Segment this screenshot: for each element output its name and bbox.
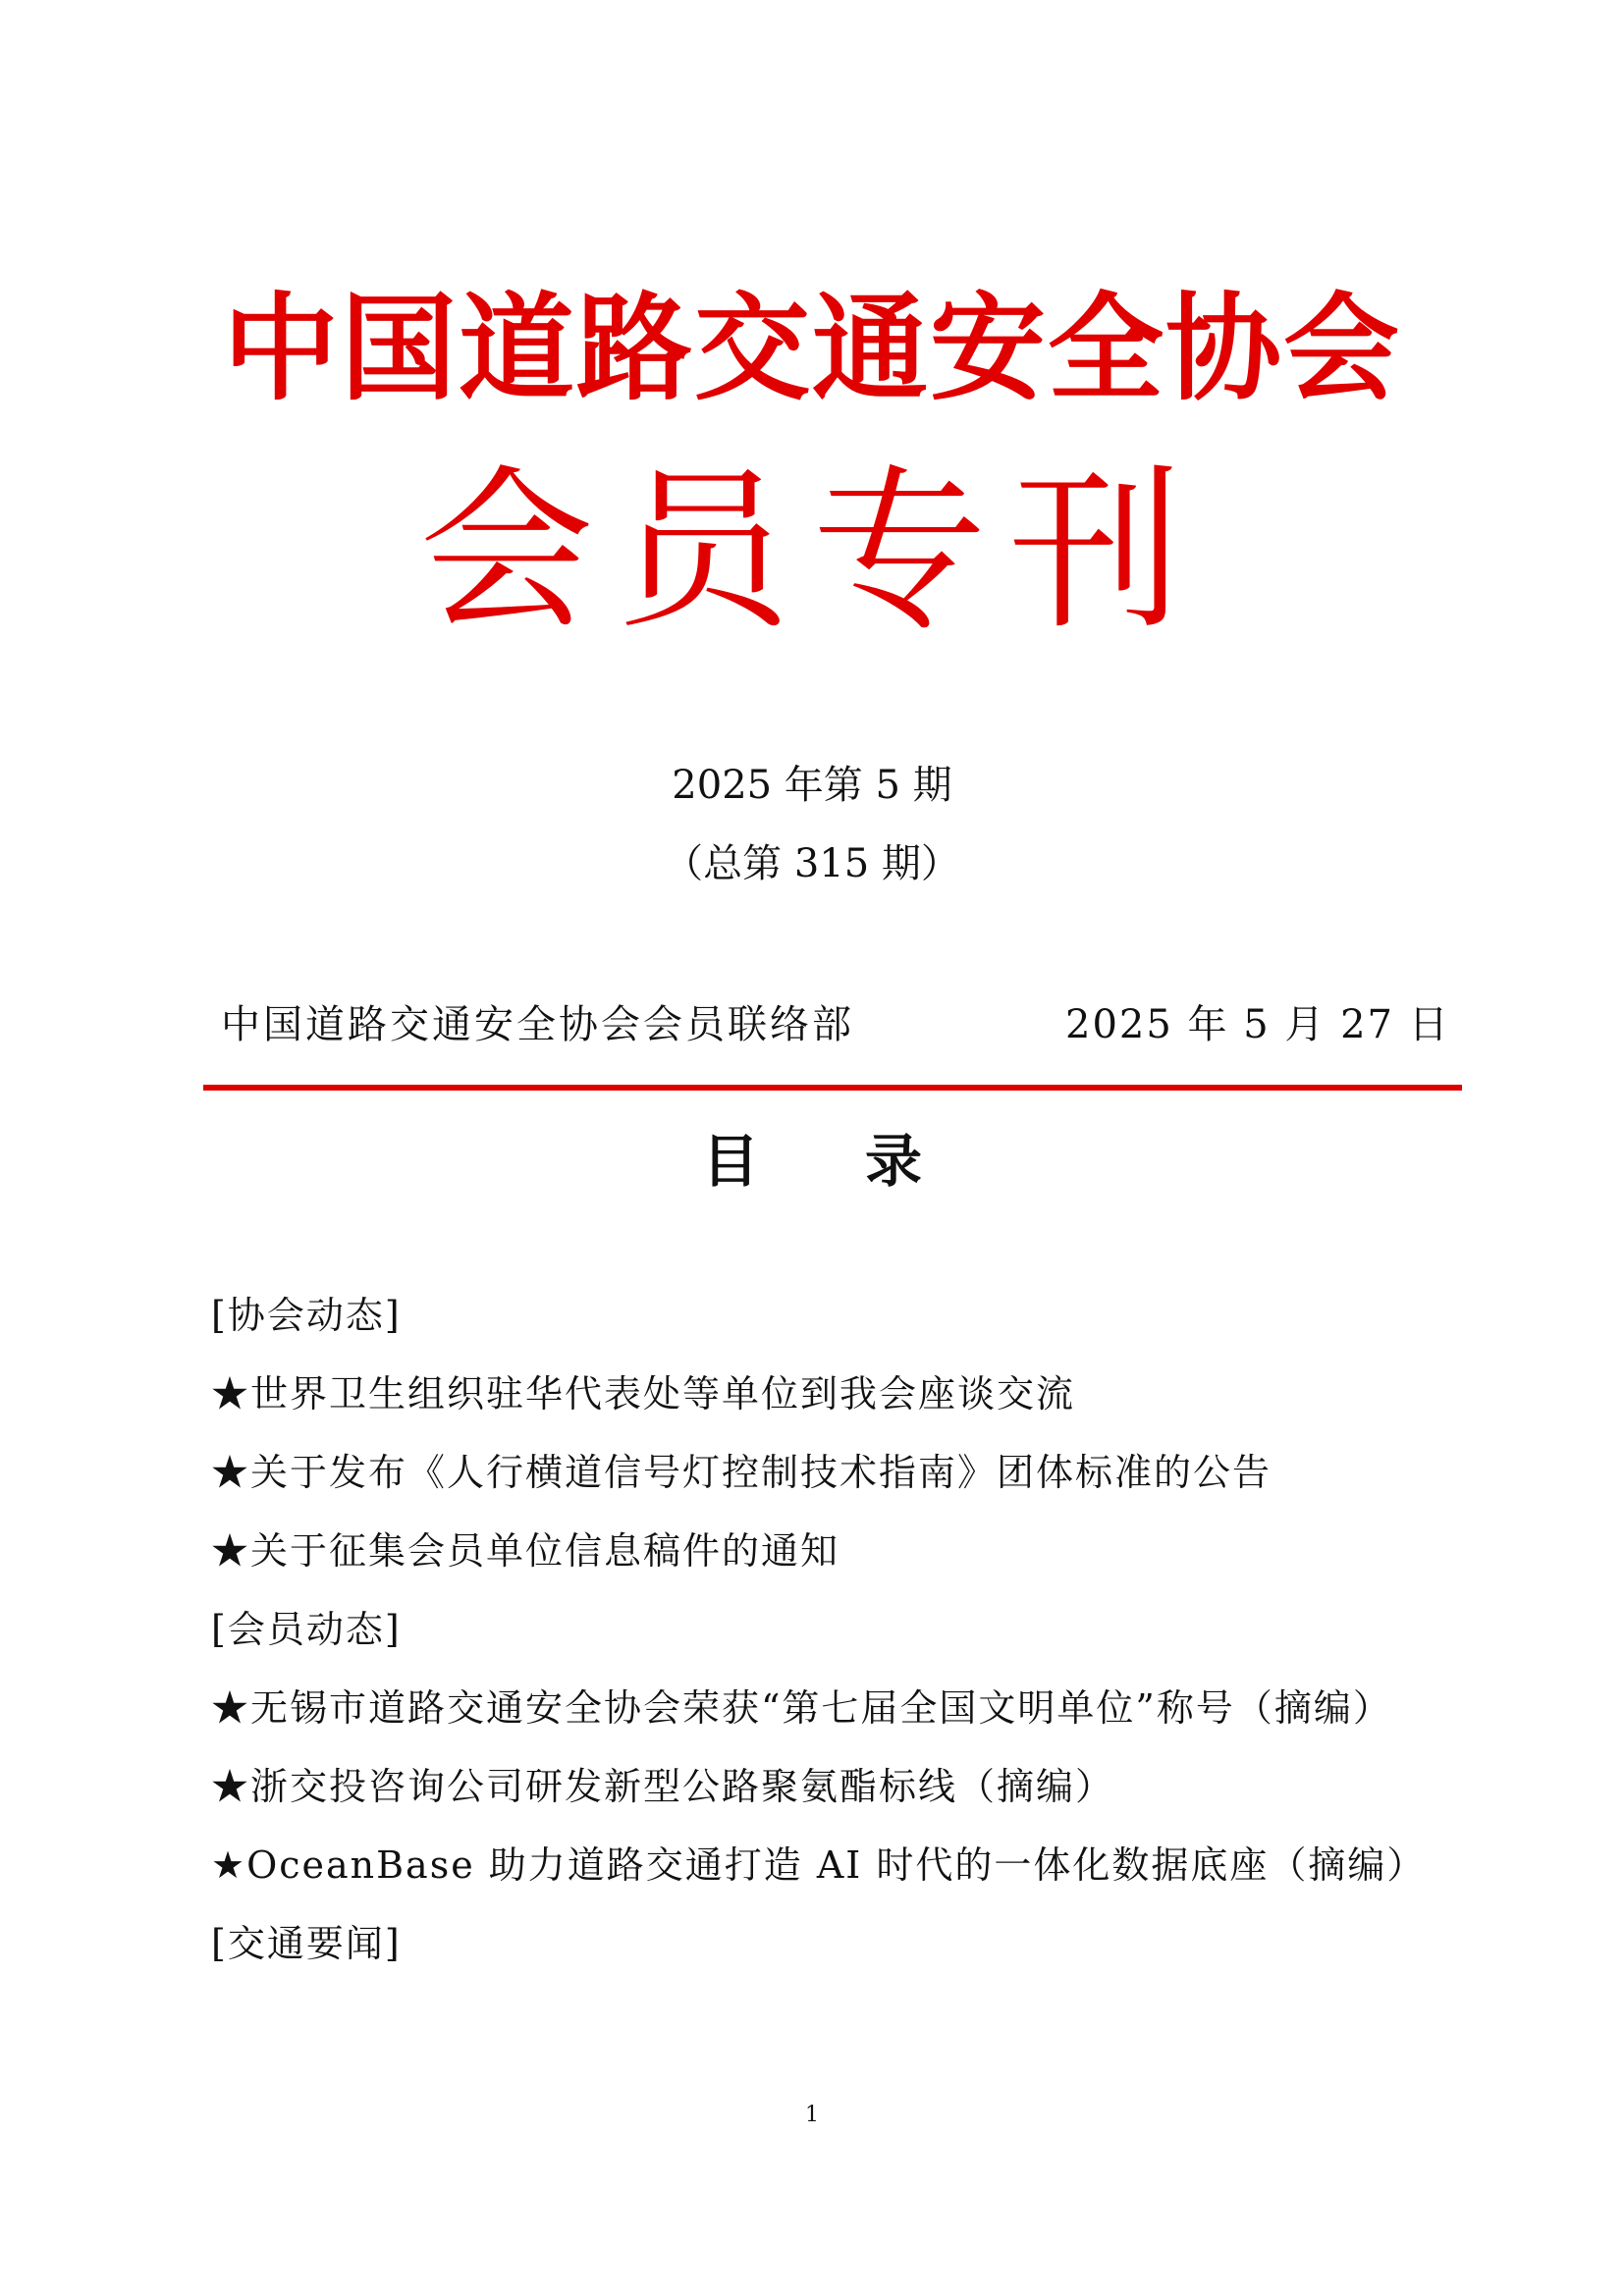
- toc-title-char: 目: [701, 1128, 759, 1195]
- red-divider: [203, 1085, 1462, 1091]
- toc-item[interactable]: ★关于发布《人行横道信号灯控制技术指南》团体标准的公告: [211, 1451, 1272, 1494]
- publication-title: 会员专刊: [419, 450, 1205, 653]
- page-number: 1: [805, 2103, 819, 2127]
- publication-date: 2025 年 5 月 27 日: [1065, 1002, 1450, 1047]
- toc-title: [0, 1127, 1624, 1196]
- organization-title: 中国道路交通安全协会: [222, 281, 1401, 416]
- toc-item[interactable]: ★无锡市道路交通安全协会荣获“第七届全国文明单位”称号（摘编）: [211, 1686, 1392, 1730]
- table-of-contents: [211, 1288, 1488, 1995]
- toc-item[interactable]: ★OceanBase 助力道路交通打造 AI 时代的一体化数据底座（摘编）: [211, 1843, 1427, 1887]
- toc-item[interactable]: ★关于征集会员单位信息稿件的通知: [211, 1529, 840, 1573]
- issue-number: 2025 年第 5 期: [672, 763, 952, 808]
- toc-title-char: 录: [865, 1128, 923, 1195]
- toc-section-traffic-news: [交通要闻]: [211, 1922, 402, 1965]
- toc-section-association-news: [协会动态]: [211, 1294, 402, 1337]
- toc-item[interactable]: ★浙交投咨询公司研发新型公路聚氨酯标线（摘编）: [211, 1765, 1115, 1808]
- total-issue-number: （总第 315 期）: [664, 841, 960, 886]
- toc-section-member-news: [会员动态]: [211, 1608, 402, 1651]
- toc-item[interactable]: ★世界卫生组织驻华代表处等单位到我会座谈交流: [211, 1372, 1076, 1415]
- department-name: 中国道路交通安全协会会员联络部: [221, 1002, 854, 1047]
